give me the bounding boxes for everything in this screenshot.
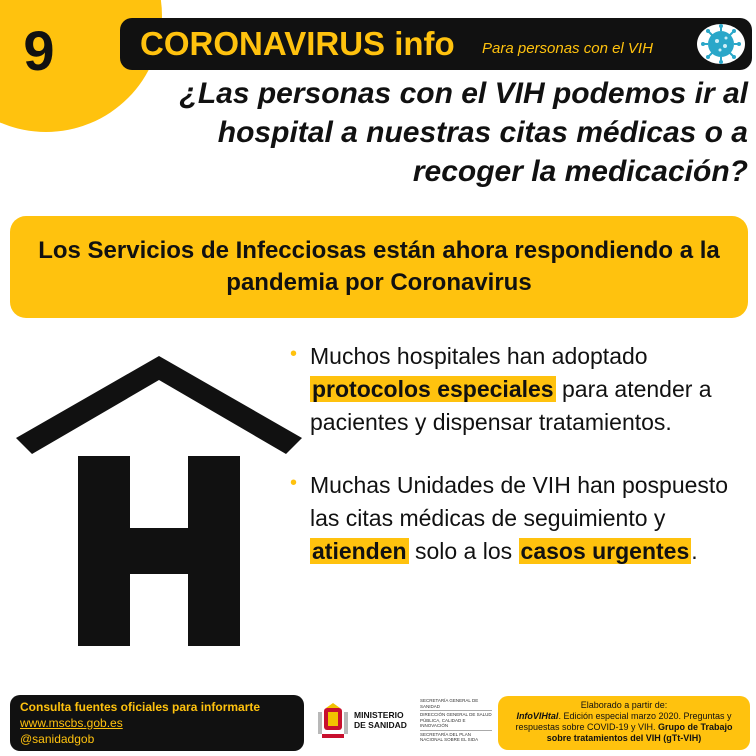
bullet-item (288, 340, 746, 439)
card-number: 9 (23, 19, 55, 82)
bullet-item (288, 469, 746, 568)
bullet-list (288, 340, 746, 568)
header-bar (120, 18, 752, 70)
bullet-text: solo a los (408, 538, 519, 564)
source-intro: Elaborado a partir de: (580, 700, 668, 710)
coat-of-arms-icon (316, 702, 350, 742)
social-handle[interactable]: @sanidadgob (20, 732, 95, 746)
bullet-highlight: casos urgentes (520, 538, 690, 564)
bullet-text: Muchos hospitales han adoptado (310, 343, 648, 369)
banner-text: Los Servicios de Infecciosas están ahora respondiendo a la pandemia por Coronavirus (38, 237, 720, 296)
main-question: ¿Las personas con el VIH podemos ir al hospital a nuestras citas médicas o a recoger la medicación? (179, 77, 748, 188)
virus-icon (695, 22, 747, 66)
bullet-text: . (691, 538, 698, 564)
ministry-name: MINISTERIO DE SANIDAD (354, 710, 407, 730)
bullet-text: Muchas Unidades de VIH han pospuesto las citas médicas de seguimiento y (310, 472, 729, 531)
website-link[interactable]: www.mscbs.gob.es (20, 716, 123, 730)
bullet-dot-icon: • (290, 343, 298, 365)
bullet-highlight: atienden (312, 538, 407, 564)
bullet-highlight: protocolos especiales (312, 376, 554, 402)
bullet-dot-icon: • (290, 472, 298, 494)
hospital-icon (16, 356, 302, 646)
consult-text: Consulta fuentes oficiales para informarte (20, 700, 261, 714)
source-credit (498, 696, 750, 750)
info-banner (10, 216, 748, 318)
bullet-text: para atender a pacientes y dispensar tratamientos. (310, 376, 712, 435)
header-title: CORONAVIRUS info (140, 25, 455, 62)
source-citation: InfoVIHtal. Edición especial marzo 2020. Preguntas y respuestas sobre COVID-19 y VIH. Grupo de Trabajo sobre tratamientos del VIH (gTt-VIH) (515, 711, 733, 743)
header-subtitle: Para personas con el VIH (482, 40, 653, 57)
ministry-logo (312, 696, 492, 750)
ministry-units: SECRETARÍA GENERAL DE SANIDAD DIRECCIÓN GENERAL DE SALUD PÚBLICA, CALIDAD E INNOVACIÓN SECRETARÍA DEL PLAN NACIONAL SOBRE EL SIDA (420, 698, 492, 742)
official-sources-box (10, 695, 304, 751)
